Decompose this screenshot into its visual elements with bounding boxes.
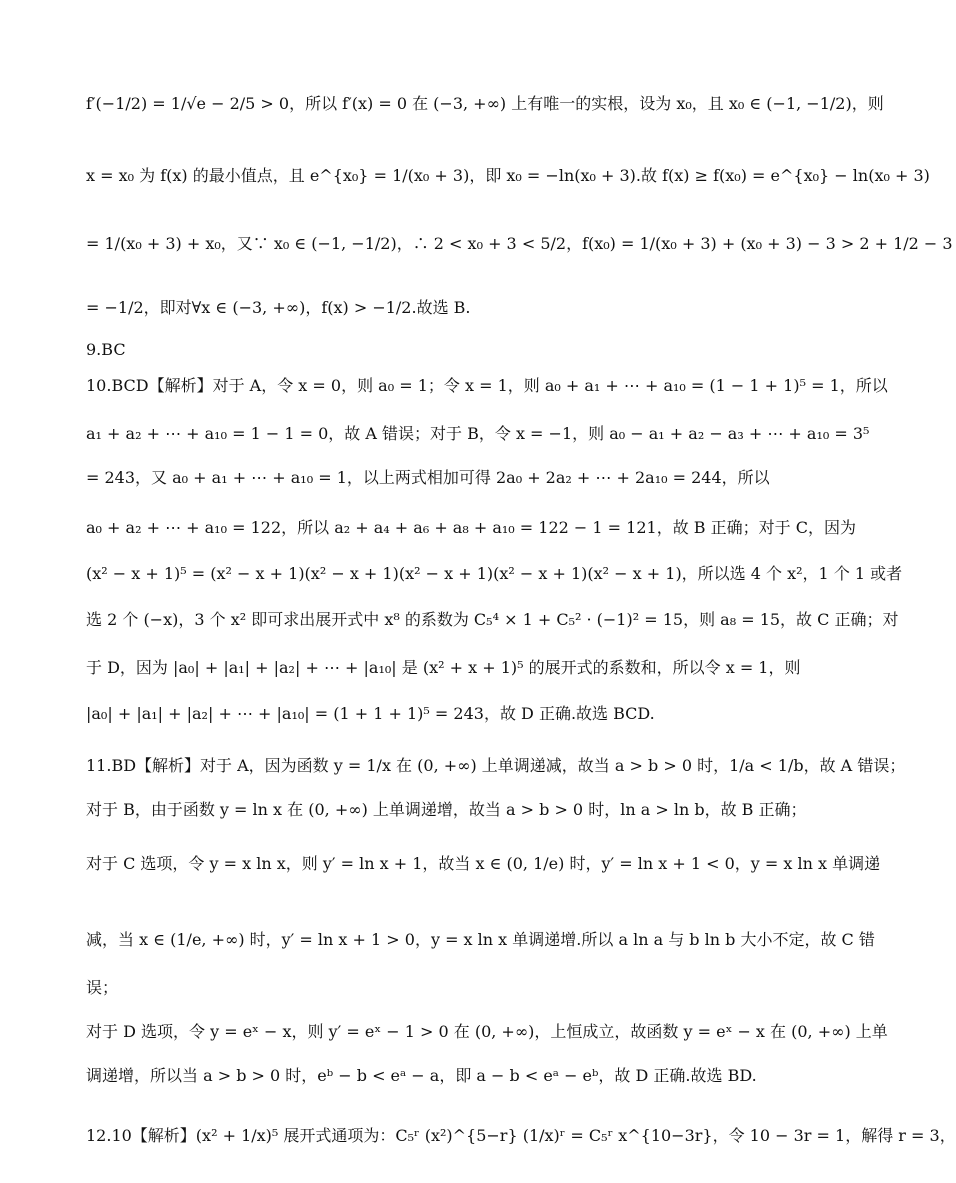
- text-line-13: |a₀| + |a₁| + |a₂| + ⋯ + |a₁₀| = (1 + 1 + 1)⁵ = 243，故 D 正确.故选 BCD.: [86, 704, 655, 723]
- text-line-17: 减，当 x ∈ (1/e, +∞) 时，y′ = ln x + 1 > 0，y = x ln x 单调递增.所以 a ln a 与 b ln b 大小不定，故 C 错: [86, 930, 875, 949]
- text-line-2: x = x₀ 为 f(x) 的最小值点，且 e^{x₀} = 1/(x₀ + 3)，即 x₀ = −ln(x₀ + 3).故 f(x) ≥ f(x₀) = e^{x₀} − ln(x₀ + 3): [86, 166, 930, 185]
- text-line-8: = 243，又 a₀ + a₁ + ⋯ + a₁₀ = 1，以上两式相加可得 2a₀ + 2a₂ + ⋯ + 2a₁₀ = 244，所以: [86, 468, 770, 487]
- text-line-20: 调递增，所以当 a > b > 0 时，eᵇ − b < eᵃ − a，即 a − b < eᵃ − eᵇ，故 D 正确.故选 BD.: [86, 1066, 757, 1085]
- text-line-14: 11.BD【解析】对于 A，因为函数 y = 1/x 在 (0, +∞) 上单调递减，故当 a > b > 0 时，1/a < 1/b，故 A 错误；: [86, 756, 906, 775]
- text-line-16: 对于 C 选项，令 y = x ln x，则 y′ = ln x + 1，故当 x ∈ (0, 1/e) 时，y′ = ln x + 1 < 0，y = x ln x 单调递: [86, 854, 881, 873]
- text-line-11: 选 2 个 (−x)，3 个 x² 即可求出展开式中 x⁸ 的系数为 C₅⁴ × 1 + C₅² · (−1)² = 15，则 a₈ = 15，故 C 正确；对: [86, 610, 899, 629]
- text-line-3: = 1/(x₀ + 3) + x₀，又∵ x₀ ∈ (−1, −1/2)，∴ 2 < x₀ + 3 < 5/2，f(x₀) = 1/(x₀ + 3) + (x₀ + 3) − 3 > 2 + 1/2 − 3: [86, 234, 953, 253]
- text-line-12: 于 D，因为 |a₀| + |a₁| + |a₂| + ⋯ + |a₁₀| 是 (x² + x + 1)⁵ 的展开式的系数和，所以令 x = 1，则: [86, 658, 801, 677]
- text-line-1: f′(−1/2) = 1/√e − 2/5 > 0，所以 f′(x) = 0 在 (−3, +∞) 上有唯一的实根，设为 x₀，且 x₀ ∈ (−1, −1/2)，则: [86, 94, 884, 113]
- text-line-7: a₁ + a₂ + ⋯ + a₁₀ = 1 − 1 = 0，故 A 错误；对于 B，令 x = −1，则 a₀ − a₁ + a₂ − a₃ + ⋯ + a₁₀ = 3⁵: [86, 424, 870, 443]
- text-line-15: 对于 B，由于函数 y = ln x 在 (0, +∞) 上单调递增，故当 a > b > 0 时，ln a > ln b，故 B 正确；: [86, 800, 807, 819]
- text-line-21: 12.10【解析】(x² + 1/x)⁵ 展开式通项为：C₅ʳ (x²)^{5−r} (1/x)ʳ = C₅ʳ x^{10−3r}，令 10 − 3r = 1，解得 r = 3，: [86, 1126, 956, 1145]
- text-line-10: (x² − x + 1)⁵ = (x² − x + 1)(x² − x + 1)(x² − x + 1)(x² − x + 1)(x² − x + 1)，所以选 4 个 x²，1 个 1 或者: [86, 564, 903, 583]
- text-line-6: 10.BCD【解析】对于 A，令 x = 0，则 a₀ = 1；令 x = 1，则 a₀ + a₁ + ⋯ + a₁₀ = (1 − 1 + 1)⁵ = 1，所以: [86, 376, 888, 395]
- text-line-9: a₀ + a₂ + ⋯ + a₁₀ = 122，所以 a₂ + a₄ + a₆ + a₈ + a₁₀ = 122 − 1 = 121，故 B 正确；对于 C，因为: [86, 518, 856, 537]
- text-line-19: 对于 D 选项，令 y = eˣ − x，则 y′ = eˣ − 1 > 0 在 (0, +∞)，上恒成立，故函数 y = eˣ − x 在 (0, +∞) 上单: [86, 1022, 888, 1041]
- text-line-5: 9.BC: [86, 340, 126, 359]
- text-line-4: = −1/2，即对∀x ∈ (−3, +∞)，f(x) > −1/2.故选 B.: [86, 298, 471, 317]
- text-line-18: 误；: [86, 978, 119, 997]
